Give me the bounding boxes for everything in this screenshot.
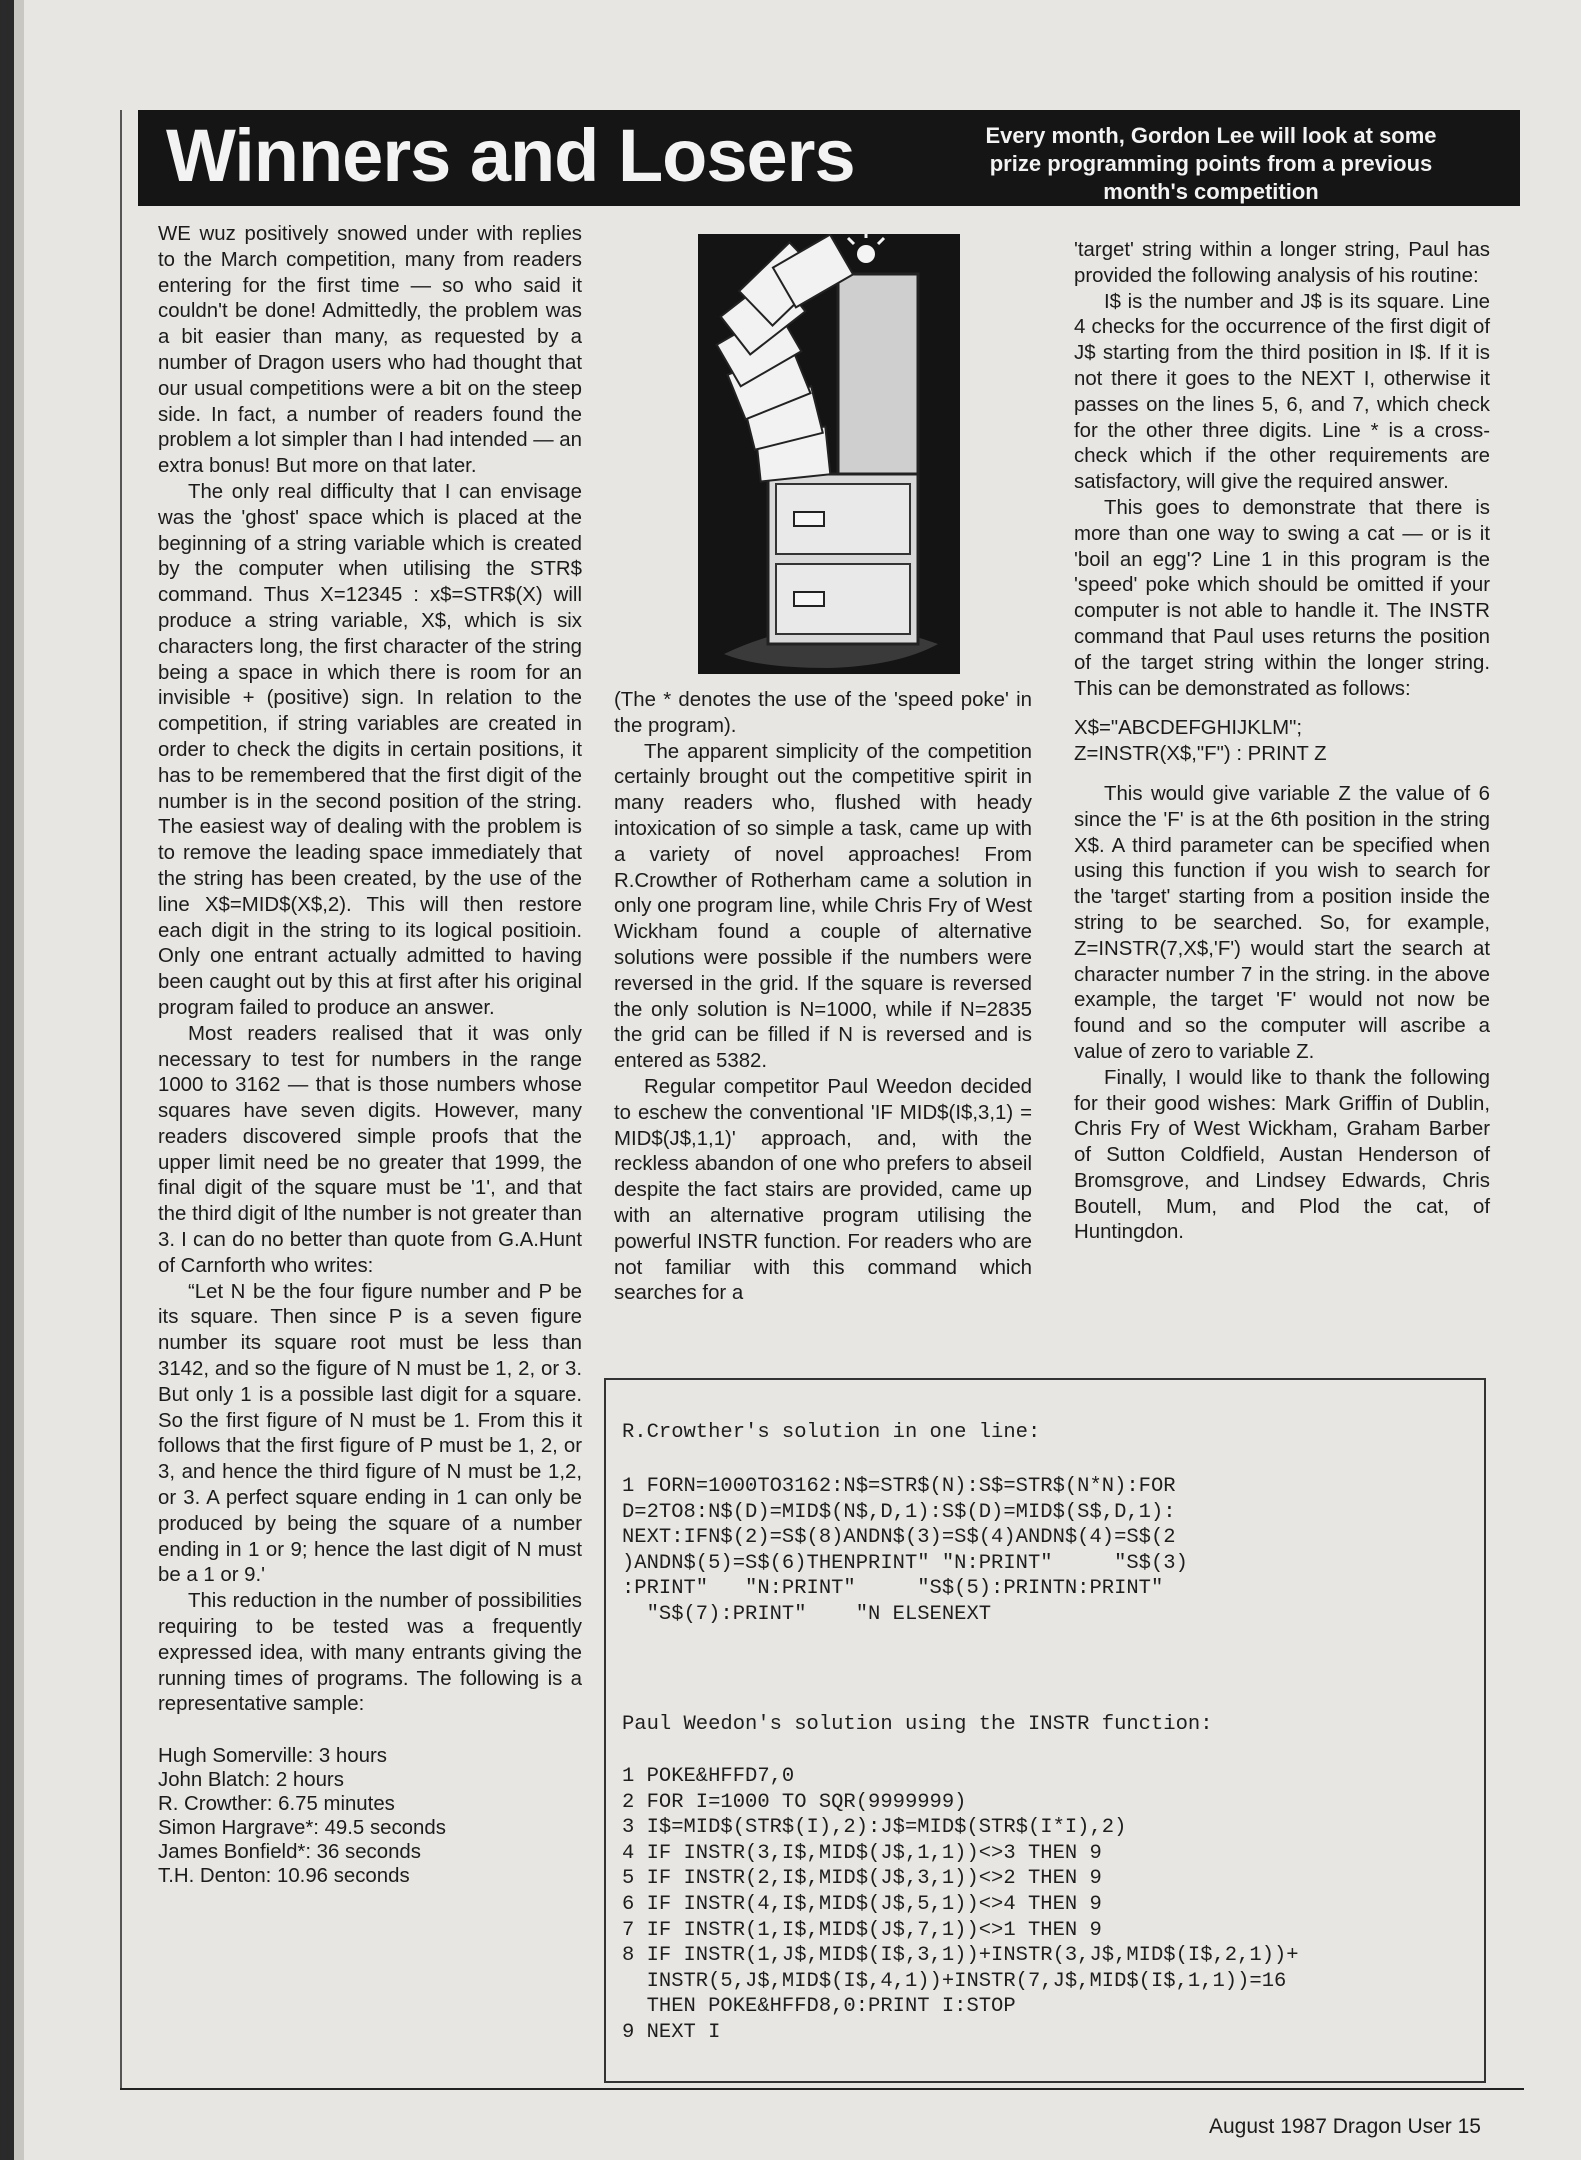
paragraph: This reduction in the number of possibilities requiring to be tested was a frequently expressed idea, with many entrants giving the running times of programs. The following is a representative sample: — [158, 1590, 582, 1716]
frame-left-rule — [120, 110, 122, 2090]
paragraph: Regular competitor Paul Weedon decided to eschew the conventional 'IF MID$(I$,3,1) = MID$(J$,1,1)' approach, and, with the reckless abandon of one who prefers to abseil despite the fact stairs are provided, came up with an alternative program utilising the powerful INSTR function. For readers who are not familiar with this command which searches for a — [614, 1075, 1032, 1305]
code-sample — [1074, 716, 1490, 768]
quote-paragraph: “Let N be the four figure number and P be its square. Then since P is a seven figure number its square root must be less than 3142, and so the figure of N must be 1, 2, or 3. But only 1 is a possible last digit for a square. So the first figure of N must be 1. From this it follows that the first figure of P must be 1, 2, or 3, and hence the third figure of N must be 1,2, or 3. A perfect square ending in 1 can only be produced by being the square of a number ending in 1 or 9; hence the last digit of N must be a 1 or 9.' — [158, 1280, 582, 1587]
paragraph: 'target' string within a longer string, Paul has provided the following analysis of his routine: — [1074, 239, 1490, 287]
paragraph: WE wuz positively snowed under with replies to the March competition, many from readers entering for the first time — so who said it couldn't be done! Admittedly, the problem was a bit easier than many, as requested by a number of Dragon users who had thought that our usual competitions were a bit on the steep side. In fact, a number of readers found the problem a lot simpler than I had intended — an extra bonus! But more on that later. — [158, 223, 582, 478]
list-item: John Blatch: 2 hours — [158, 1769, 344, 1792]
page-folio: August 1987 Dragon User 15 — [1208, 2115, 1481, 2138]
weedon-code: 1 POKE&HFFD7,0 2 FOR I=1000 TO SQR(9999999) 3 I$=MID$(STR$(I),2):J$=MID$(STR$(I*I),2) 4 IF INSTR(3,I$,MID$(J$,1,1))<>3 THEN 9 5 IF INSTR(2,I$,MID$(J$,3,1))<>2 THEN 9 6 IF INSTR(4,I$,MID$(J$,5,1))<>4 THEN 9 7 IF INSTR(1,I$,MID$(J$,7,1))<>1 THEN 9 8 IF INSTR(1,J$,MID$(I$,3,1))+INSTR(3,J$,MID$(I$,2,1))+ INSTR(5,J$,MID$(I$,4,1))+INSTR(7,J$,MID$(I$,1,1))=16 THEN POKE&HFFD8,0:PRINT I:STOP 9 NEXT I — [622, 1765, 1299, 2044]
binding-shadow — [0, 0, 14, 2160]
program-listing-box — [604, 1378, 1486, 2083]
crowther-heading: R.Crowther's solution in one line: — [622, 1421, 1041, 1444]
list-item: Simon Hargrave*: 49.5 seconds — [158, 1817, 446, 1840]
list-item: T.H. Denton: 10.96 seconds — [158, 1865, 410, 1888]
paragraph: This would give variable Z the value of 6 since the 'F' is at the 6th position in the string X$. A third parameter can be specified when using this function if you wish to search for the 'target' starting from a position inside the string to be searched. So, for example, Z=INSTR(7,X$,'F') would start the search at character number 7 in the string. in the above example, the target 'F' would not now be found and so the computer will ascribe a value of zero to variable Z. — [1074, 782, 1490, 1063]
paragraph: Most readers realised that it was only necessary to test for numbers in the range 1000 to 3162 — that is those numbers whose squares have seven digits. However, many readers discovered simple proofs that the upper limit need be no greater that 1999, the final digit of the square must be '1', and that the third digit of lthe number is not greater than 3. I can do no better than quote from G.A.Hunt of Carnforth who writes: — [158, 1022, 582, 1277]
weedon-heading: Paul Weedon's solution using the INSTR function: — [622, 1713, 1213, 1736]
code-line: X$="ABCDEFGHIJKLM"; — [1074, 717, 1303, 740]
filing-cabinet-illustration — [698, 234, 960, 674]
paragraph: The only real difficulty that I can envisage was the 'ghost' space which is placed at the beginning of a string variable which is created by the computer when utilising the STR$ command. Thus X=12345 : x$=STR$(X) will produce a string variable, X$, which is six characters long, the first character of the string being a space in which there is room for an invisible + (positive) sign. In relation to the competition, if string variables are created in order to check the digits in certain positions, it has to be remembered that the first digit of the number is in the second position of the string. The easiest way of dealing with the problem is to remove the leading space immediately that the string has been created, by the use of the line X$=MID$(X$,2). This will then restore each digit in the string to its logical positioin. Only one entrant actually admitted to having been caught out by this at first after his original program failed to produce an answer. — [158, 480, 582, 1019]
paragraph: I$ is the number and J$ is its square. Line 4 checks for the occurrence of the first digit of J$ starting from the third position in I$. If it is not there it goes to the NEXT I, otherwise it passes on the lines 5, 6, and 7, which check for the other three digits. Line * is a cross-check which if the other requirements are satisfactory, will give the required answer. — [1074, 290, 1490, 494]
caption-note: (The * denotes the use of the 'speed poke' in the program). — [614, 689, 1032, 737]
paragraph: The apparent simplicity of the competition certainly brought out the competitive spirit in many readers who, flushed with heady intoxication of so simple a task, came up with a variety of novel approaches! From R.Crowther of Rotherham came a solution in only one program line, while Chris Fry of West Wickham found a couple of alternative solutions were possible if the numbers were reversed in the grid. If the square is reversed the only solution is N=1000, while if N=2835 the grid can be filled if N is reversed and is entered as 5382. — [614, 740, 1032, 1073]
paragraph: This goes to demonstrate that there is more than one way to swing a cat — or is it 'boil an egg'? Line 1 in this program is the 'speed' poke which should be omitted if your computer is not able to handle it. The INSTR command that Paul uses returns the position of the target string within the longer string. This can be demonstrated as follows: — [1074, 496, 1490, 700]
filing-cabinet-icon — [698, 234, 960, 674]
article-standfirst: Every month, Gordon Lee will look at some prize programming points from a previous month's competition — [985, 123, 1437, 204]
article-title: Winners and Losers — [166, 114, 855, 197]
code-line: Z=INSTR(X$,"F") : PRINT Z — [1074, 743, 1327, 766]
column-3 — [1074, 238, 1490, 1246]
list-item: Hugh Somerville: 3 hours — [158, 1745, 387, 1768]
article-header — [138, 110, 1520, 206]
running-times-list — [158, 1744, 582, 1888]
column-1 — [158, 222, 582, 1888]
list-item: James Bonfield*: 36 seconds — [158, 1841, 421, 1864]
paragraph: Finally, I would like to thank the following for their good wishes: Mark Griffin of Dublin, Chris Fry of West Wickham, Graham Barber of Sutton Coldfield, Austan Henderson of Bromsgrove, and Lindsey Edwards, Chris Boutell, Mum, and Plod the cat, of Huntingdon. — [1074, 1066, 1490, 1244]
page-edge — [14, 0, 24, 2160]
crowther-code: 1 FORN=1000TO3162:N$=STR$(N):S$=STR$(N*N):FOR D=2TO8:N$(D)=MID$(N$,D,1):S$(D)=MID$(S$,D,1): NEXT:IFN$(2)=S$(8)ANDN$(3)=S$(4)ANDN$(4)=S$(2 )ANDN$(5)=S$(6)THENPRINT" "N:PRINT" "S$(3) :PRINT" "N:PRINT" "S$(5):PRINTN:PRINT" "S$(7):PRINT" "N ELSENEXT — [622, 1475, 1188, 1626]
list-item: R. Crowther: 6.75 minutes — [158, 1793, 395, 1816]
bottom-rule — [120, 2088, 1524, 2090]
column-2 — [614, 688, 1032, 1307]
